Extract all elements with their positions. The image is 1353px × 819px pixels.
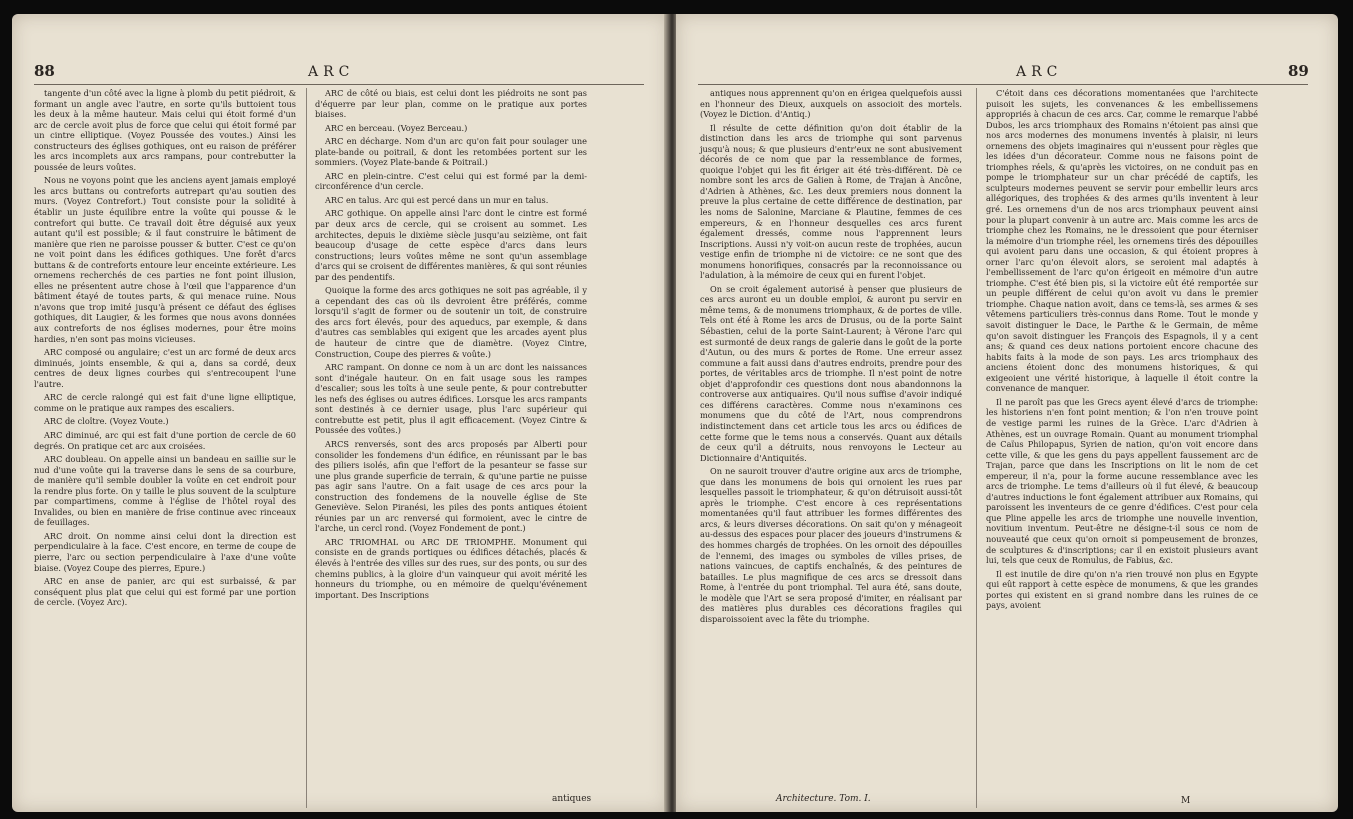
paragraph: Nous ne voyons point que les anciens ayent jamais employé les arcs buttans ou contreforts autrepart qu'au soutien des murs. (Voyez Contrefort.) Tout consiste pour la solidité à établir un juste équilibre entre la voûte qui pousse & le contrefort qui butte. Ce travail doit être déguisé aux yeux autant qu'il est possible; & il faut construire le bâtiment de manière que rien ne paroisse pousser & butter. C'est ce qu'on ne voit point dans les édifices gothiques. Une forêt d'arcs buttans & de contreforts entoure leur enceinte extérieure. Les ornemens recherchés de ces parties ne font point illusion, elles ne présentent autre chose à l'œil que l'apparence d'un bâtiment étayé de toutes parts, & qui menace ruine. Nous n'avons que trop imité jusqu'à présent ce défaut des églises gothiques, dit Laugier, & les formes que nous avons données aux contreforts de nos églises modernes, pour être moins hardies, n'en sont pas moins vicieuses. [34, 175, 296, 344]
paragraph: ARC en plein-cintre. C'est celui qui est formé par la demi-circonférence d'un cercle. [315, 170, 587, 192]
paragraph: tangente d'un côté avec la ligne à plomb du petit piédroit, & formant un angle avec l'autre, en sorte qu'ils buttoient tous les deux à la même hauteur. Mais celui qui étoit formé d'un arc de cercle avoit plus de force que celui qui étoit formé par un cintre elliptique. (Voyez Poussée des voutes.) Ainsi les constructeurs des églises gothiques, ont eu raison de préférer les arcs incomplets aux arcs rampans, pour contrebutter la poussée de leurs voûtes. [34, 88, 296, 172]
volume-footer: Architecture. Tom. I. [776, 794, 871, 804]
page-number-left: 88 [34, 62, 55, 80]
paragraph: ARC de cloître. (Voyez Voute.) [44, 416, 169, 427]
left-page [12, 14, 668, 812]
paragraph: ARC en berceau. (Voyez Berceau.) [325, 122, 468, 133]
paragraph: ARC droit. On nomme ainsi celui dont la direction est perpendiculaire à la face. C'est encore, en terme de coupe de pierre, l'arc ou section perpendiculaire à l'axe d'une voûte biaise. (Voyez Coupe des pierres, Epure.) [34, 530, 296, 573]
paragraph: C'étoit dans ces décorations momentanées que l'architecte puisoit les sujets, les convenances & les embellissemens appropriés à chacun de ces arcs. Car, comme le remarque l'abbé Dubos, les arcs triomphaux des Romains n'étoient pas ainsi que nos arcs modernes des monumens inventés à plaisir, ni leurs ornemens des objets imaginaires qui n'eussent pour règles que les idées d'un décorateur. Comme nous ne faisons point de triomphes réels, & qu'après les victoires, on ne conduit pas en pompe le triomphateur sur un char précédé de captifs, les sculpteurs modernes peuvent se servir pour embellir leurs arcs allégoriques, des trophées & des armes qu'ils inventent à leur gré. Les ornemens d'un de nos arcs triomphaux peuvent ainsi pour la plupart convenir à un autre arc. Mais comme les arcs de triomphe chez les Romains, ne le dressoient que pour éterniser la mémoire d'un triomphe réel, les ornemens tirés des dépouilles qui avoient paru dans une occasion, & qui étoient propres à orner l'arc qu'on élevoit alors, se seroient mal adaptés à l'embellissement de l'arc qu'on érigeoit en mémoire d'un autre triomphe. C'est été bien pis, si la victoire eût été remportée sur un peuple différent de celui qu'on avoit vu dans le premier triomphe. Chaque nation avoit, dans ce tems-là, ses armes & ses vêtemens particuliers très-connus dans Rome. Tout le monde y savoit distinguer le Dace, le Parthe & le Germain, de même qu'on savoit distinguer les François des Espagnols, il y a cent ans; & quand ces deux nations portoient encore chacune des habits faits à la mode de son pays. Les arcs triomphaux des anciens étoient donc des monumens historiques, & qui exigeoient une vérité historique, à laquelle il étoit contre la convenance de manquer. [986, 88, 1258, 394]
signature-mark: M [1181, 796, 1191, 806]
paragraph: ARC en décharge. Nom d'un arc qu'on fait pour soulager une plate-bande ou poitrail, & dont les retombées portent sur les sommiers. (Voyez Plate-bande & Poitrail.) [315, 136, 587, 168]
paragraph: ARC rampant. On donne ce nom à un arc dont les naissances sont d'inégale hauteur. On en fait usage sous les rampes d'escalier; sous les toîts à une seule pente, & pour contrebutter les nefs des églises ou autres édifices. Lorsque les arcs rampants sont destinés à ce dernier usage, plus l'arc supérieur qui contrebutte est petit, plus il agit efficacement. (Voyez Cintre & Poussée des voûtes.) [315, 362, 587, 436]
paragraph: ARC composé ou angulaire; c'est un arc formé de deux arcs diminués, joints ensemble, & qui a, dans sa cordé, deux centres de deux lignes courbes qui s'entrecoupent l'une l'autre. [34, 347, 296, 389]
paragraph: ARC de cercle ralongé qui est fait d'une ligne elliptique, comme on le pratique aux rampes des escaliers. [34, 392, 296, 413]
running-head-right: ARC [1016, 64, 1063, 80]
catchword: antiques [552, 794, 592, 804]
left-column-1 [34, 88, 296, 611]
paragraph: ARC de côté ou biais, est celui dont les piédroits ne sont pas d'équerre par leur plan, comme on le pratique aux portes biaises. [315, 88, 587, 120]
paragraph: ARC gothique. On appelle ainsi l'arc dont le cintre est formé par deux arcs de cercle, qui se croisent au sommet. Les architectes, depuis le dixième siècle jusqu'au seizième, ont fait beaucoup d'usage de cette espèce d'arcs dans leurs constructions; leurs voûtes même ne sont qu'un assemblage d'arcs qui se croisent de différentes manières, & qui sont réunies par des pendentifs. [315, 208, 587, 282]
paragraph: Il résulte de cette définition qu'on doit établir de la distinction dans les arcs de triomphe qui sont parvenus jusqu'à nous; & que plusieurs d'entr'eux ne sont abusivement décorés de ce nom que par la ressemblance de formes, quoique l'objet qui les fit ériger ait été très-différent. Dè ce nombre sont les arcs de Galien à Rome, de Trajan à Ancône, d'Adrien à Athènes, &c. Les deux premiers nous donnent la preuve la plus certaine de cette différence de destination, par les noms de Salonine, Marciane & Plautine, femmes de ces empereurs, & en l'honneur desquelles ces arcs furent également dressés, comme nous l'apprennent leurs Inscriptions. Aussi n'y voit-on aucun reste de trophées, aucun vestige enfin de triomphe ni de victoire: ce ne sont que des monumens honorifiques, consacrés par la reconnoissance ou l'adulation, à la mémoire de ceux qui en furent l'objet. [700, 122, 962, 281]
paragraph: ARCS renversés, sont des arcs proposés par Alberti pour consolider les fondemens d'un édifice, en réunissant par le bas des piliers isolés, afin que l'effort de la pesanteur se fasse sur une plus grande superficie de terrain, & qu'une partie ne puisse pas agir sans l'autre. On a fait usage de ces arcs pour la construction des fondemens de la nouvelle église de Ste Geneviève. Selon Piranési, les piles des ponts antiques étoient réunies par un arc renversé qui formoient, avec le cintre de l'arche, un cercl rond. (Voyez Fondement de pont.) [315, 438, 587, 534]
paragraph: On ne sauroit trouver d'autre origine aux arcs de triomphe, que dans les monumens de bois qui ornoient les rues par lesquelles passoit le triomphateur, & qu'on détruisoit aussi-tôt après le triomphe. C'est encore à ces représentations momentanées qu'il faut attribuer les formes différentes des arcs, & leurs diverses décorations. On sait qu'on y ménageoit au-dessus des espaces pour placer des joueurs d'instrumens & des hommes chargés de trophées. On les ornoit des dépouilles de l'ennemi, des images ou symboles de villes prises, de nations vaincues, de captifs enchaînés, & des peintures de batailles. Le plus magnifique de ces arcs se dressoit dans Rome, à l'entrée du pont triomphal. Tel aura été, sans doute, le modèle que l'Art se sera proposé d'imiter, en réalisant par des matières plus durables ces décorations fragiles qui disparoissoient avec la fête du triomphe. [700, 466, 962, 624]
paragraph: Quoique la forme des arcs gothiques ne soit pas agréable, il y a cependant des cas où ils devroient être préférés, comme lorsqu'il s'agit de former ou de soutenir un toit, de construire des arcs fort élevés, pour des aqueducs, par exemple, & dans d'autres cas semblables qui exigent que les arcades ayent plus de hauteur de cintre que de diamètre. (Voyez Cintre, Construction, Coupe des pierres & voûte.) [315, 285, 587, 359]
paragraph: Il est inutile de dire qu'on n'a rien trouvé non plus en Egypte qui eût rapport à cette espèce de monumens, & que les grandes portes qui existent en si grand nombre dans les ruines de ce pays, avoient [986, 568, 1258, 611]
paragraph: ARC diminué, arc qui est fait d'une portion de cercle de 60 degrés. On pratique cet arc aux croisées. [34, 429, 296, 451]
column-divider-left [306, 88, 307, 808]
paragraph: ARC en talus. Arc qui est percé dans un mur en talus. [325, 194, 549, 205]
paragraph: Il ne paroît pas que les Grecs ayent élevé d'arcs de triomphe: les historiens n'en font point mention; & l'on n'en trouve point de vestige parmi les ruines de la Grèce. L'arc d'Adrien à Athènes, est un ouvrage Romain. Quant au monument triomphal de Caïus Philopapus, Syrien de nation, qu'on voit encore dans cette ville, & que les gens du pays appellent faussement arc de Trajan, parce que dans les Inscriptions on lit le nom de cet empereur, il n'a, pour la forme aucune ressemblance avec les arcs de triomphe. Le tems d'ailleurs où il fut élevé, & beaucoup d'autres inductions le font également attribuer aux Romains, qui paroissent les inventeurs de ce genre d'édifices. C'est pour cela que Pline appelle les arcs de triomphe une nouvelle invention, novitium inventum. Peut-être ne désigne-t-il sous ce nom de nouveauté que ceux qu'on ornoit si pompeusement de bronzes, de sculptures & d'inscriptions; car il en existoit plusieurs avant lui, tels que ceux de Romulus, de Fabius, &c. [986, 396, 1258, 566]
right-column-1 [700, 88, 962, 627]
header-rule-left [34, 84, 644, 85]
left-column-2 [315, 88, 587, 603]
column-divider-right [976, 88, 977, 808]
paragraph: ARC TRIOMHAL ou ARC DE TRIOMPHE. Monument qui consiste en de grands portiques ou édifices détachés, placés & élevés à l'entrée des villes sur des rues, sur des ponts, ou sur des chemins publics, à la gloire d'un vainqueur qui avoit mérité les honneurs du triomphe, ou en mémoire de quelqu'événement important. Des Inscriptions [315, 536, 588, 600]
paragraph: ARC en anse de panier, arc qui est surbaissé, & par conséquent plus plat que celui qui est formé par une portion de cercle. (Voyez Arc). [34, 576, 296, 608]
paragraph: On se croit également autorisé à penser que plusieurs de ces arcs auront eu un double emploi, & auront pu servir en même tems, & de monumens triomphaux, & de portes de ville. Tels ont été à Rome les arcs de Drusus, ou de la porte Saint Sébastien, celui de la porte Saint-Laurent; à Vérone l'arc qui est surmonté de deux rangs de galerie dans le goût de la porte d'Autun, ou des murs & portes de Rome. Une erreur assez commune a fait aussi dans d'autres endroits, prendre pour des portes, de véritables arcs de triomphe. Il n'est point de notre objet d'approfondir ces questions dont nous abandonnons la controverse aux antiquaires. Qu'il nous suffise d'avoir indiqué ces différens caractères. Comme nous n'examinons ces monumens que du côté de l'Art, nous comprendrons indistinctement dans cet article tous les arcs ou édifices de cette forme que le tems nous a conservés. Quant aux détails de ceux qu'il a détruits, nous renvoyons le Lecteur au Dictionnaire d'Antiquités. [700, 283, 962, 463]
page-number-right: 89 [1288, 62, 1309, 80]
running-head-left: ARC [308, 64, 355, 80]
right-page [676, 14, 1338, 812]
header-rule-right [698, 84, 1308, 85]
paragraph: antiques nous apprennent qu'on en érigea quelquefois aussi en l'honneur des Dieux, auxquels on associoit des mortels. (Voyez le Diction. d'Antiq.) [700, 88, 962, 120]
right-column-2 [986, 88, 1258, 614]
paragraph: ARC doubleau. On appelle ainsi un bandeau en saillie sur le nud d'une voûte qui la traverse dans le sens de sa courbure, de manière qu'il semble doubler la voûte en cet endroit pour la rendre plus forte. On y taille le plus souvent de la sculpture par compartimens, comme à l'église de l'hôtel royal des Invalides, ou bien en manière de frise continue avec rinceaux de feuillages. [34, 454, 296, 528]
